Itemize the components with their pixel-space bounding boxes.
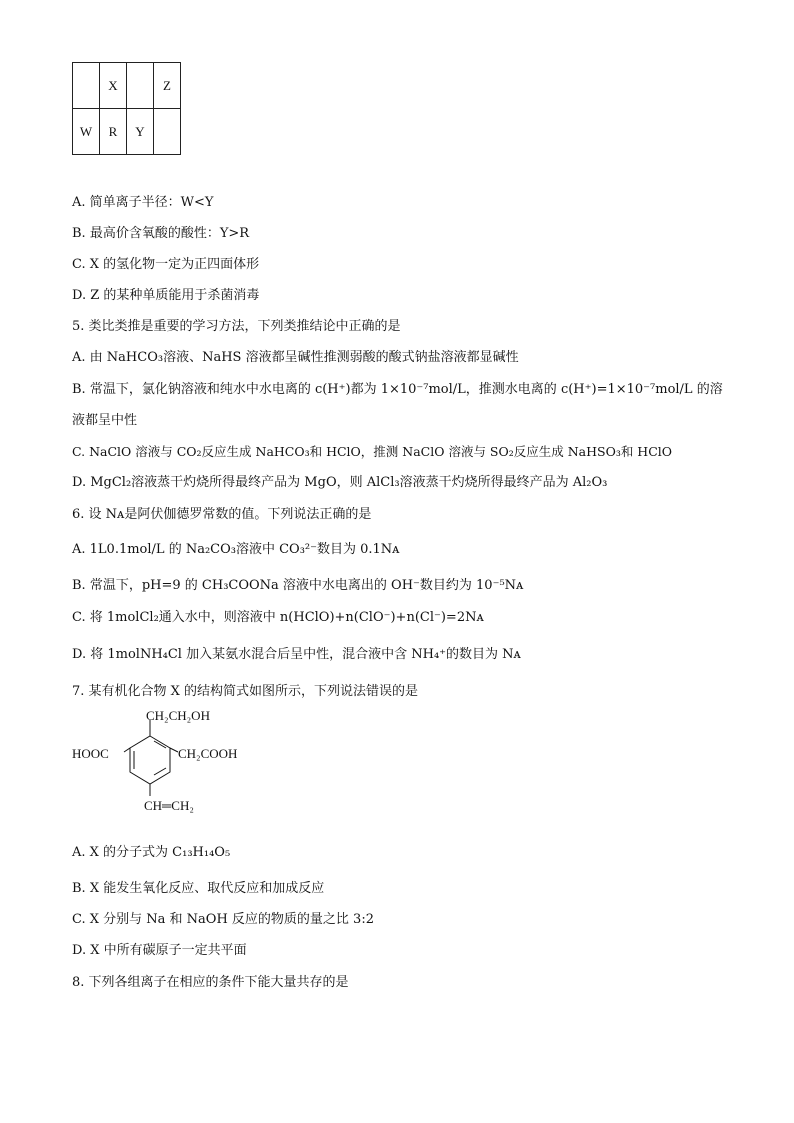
substituent-top: CH₂CH₂OH — [146, 708, 210, 723]
grid-cell — [73, 63, 100, 109]
q4-option-b: B. 最高价含氧酸的酸性：Y>R — [72, 226, 250, 241]
q5-option-b: B. 常温下，氯化钠溶液和纯水中水电离的 c(H⁺)都为 1×10⁻⁷mol/L，推测水电离的 c(H⁺)=1×10⁻⁷mol/L 的溶 — [72, 382, 723, 397]
grid-cell: W — [73, 109, 100, 155]
q7-option-b: B. X 能发生氧化反应、取代反应和加成反应 — [72, 881, 325, 896]
q5-option-d: D. MgCl₂溶液蒸干灼烧所得最终产品为 MgO，则 AlCl₃溶液蒸干灼烧所得最终产品为 Al₂O₃ — [72, 475, 608, 490]
benzene-ring — [130, 736, 170, 784]
grid-cell: Z — [154, 63, 181, 109]
substituent-left: HOOC — [72, 746, 109, 761]
periodic-position-grid — [72, 62, 181, 155]
substituent-right: CH₂COOH — [178, 746, 238, 761]
grid-cell — [154, 109, 181, 155]
q7-stem: 7. 某有机化合物 X 的结构简式如图所示，下列说法错误的是 — [72, 684, 419, 699]
grid-cell: R — [100, 109, 127, 155]
q4-option-d: D. Z 的某种单质能用于杀菌消毒 — [72, 288, 260, 303]
q4-option-c: C. X 的氢化物一定为正四面体形 — [72, 257, 260, 272]
grid-cell: Y — [127, 109, 154, 155]
grid-cell — [127, 63, 154, 109]
q5-option-b-cont: 液都呈中性 — [72, 413, 138, 428]
q6-option-b: B. 常温下，pH=9 的 CH₃COONa 溶液中水电离出的 OH⁻数目约为 10⁻⁵Nᴀ — [72, 578, 524, 593]
q7-option-a: A. X 的分子式为 C₁₃H₁₄O₅ — [72, 845, 231, 860]
q6-option-a: A. 1L0.1mol/L 的 Na₂CO₃溶液中 CO₃²⁻数目为 0.1Nᴀ — [72, 542, 400, 557]
q8-stem: 8. 下列各组离子在相应的条件下能大量共存的是 — [72, 975, 349, 990]
q7-option-d: D. X 中所有碳原子一定共平面 — [72, 943, 247, 958]
substituent-bottom: CH═CH₂ — [144, 798, 194, 813]
grid-cell: X — [100, 63, 127, 109]
q7-option-c: C. X 分别与 Na 和 NaOH 反应的物质的量之比 3:2 — [72, 912, 374, 927]
structural-formula — [70, 708, 270, 826]
q5-option-a: A. 由 NaHCO₃溶液、NaHS 溶液都呈碱性推测弱酸的酸式钠盐溶液都显碱性 — [72, 350, 519, 365]
q6-option-c: C. 将 1molCl₂通入水中，则溶液中 n(HClO)+n(ClO⁻)+n(Cl⁻)=2Nᴀ — [72, 610, 484, 625]
q6-option-d: D. 将 1molNH₄Cl 加入某氨水混合后呈中性，混合液中含 NH₄⁺的数目为 Nᴀ — [72, 647, 521, 662]
q6-stem: 6. 设 Nᴀ是阿伏伽德罗常数的值。下列说法正确的是 — [72, 507, 372, 522]
q4-option-a: A. 简单离子半径：W<Y — [72, 195, 214, 210]
q5-option-c: C. NaClO 溶液与 CO₂反应生成 NaHCO₃和 HClO，推测 NaClO 溶液与 SO₂反应生成 NaHSO₃和 HClO — [72, 444, 673, 459]
q5-stem: 5. 类比类推是重要的学习方法，下列类推结论中正确的是 — [72, 319, 401, 334]
